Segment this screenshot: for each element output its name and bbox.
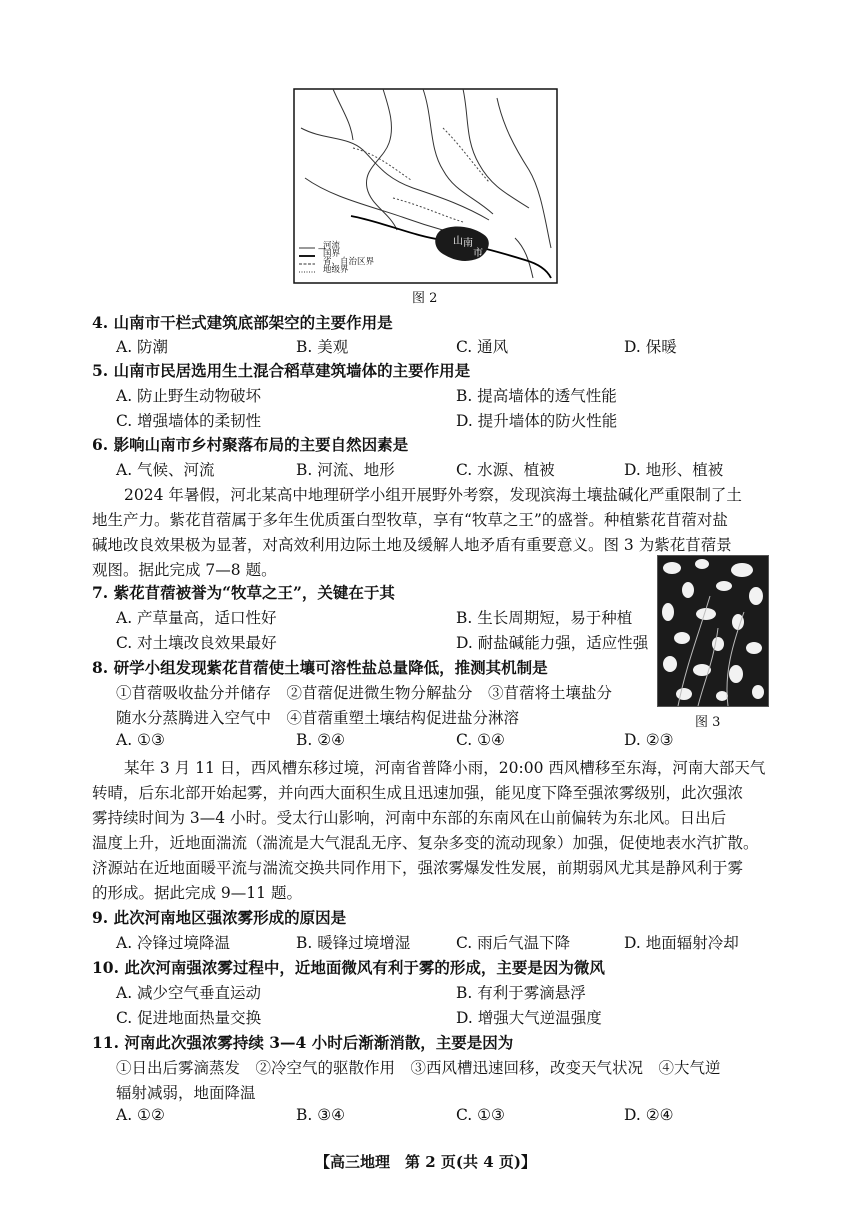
q9-option-d: D. 地面辐射冷却: [624, 934, 739, 952]
q5-stem: 5. 山南市民居选用生土混合稻草建筑墙体的主要作用是: [92, 361, 471, 380]
q11-option-d: D. ②④: [624, 1106, 674, 1124]
passage-9-11-line-6: 的形成。据此完成 9—11 题。: [92, 884, 302, 902]
legend-item-prefecture-border: 地级界: [323, 265, 349, 275]
q8-option-a: A. ①③: [116, 731, 165, 749]
q10-option-b: B. 有利于雾滴悬浮: [456, 984, 586, 1002]
figure-3-alfalfa-photo: [657, 555, 769, 707]
q11-option-c: C. ①③: [456, 1106, 505, 1124]
passage-7-8-line-4: 观图。据此完成 7—8 题。: [92, 561, 277, 579]
q9-option-a: A. 冷锋过境降温: [116, 934, 231, 952]
q4-option-a: A. 防潮: [116, 338, 169, 356]
q11-statements-line-2: 辐射减弱，地面降温: [116, 1084, 256, 1102]
q4-option-d: D. 保暖: [624, 338, 677, 356]
q11-statements-line-1: ①日出后雾滴蒸发 ②冷空气的驱散作用 ③西风槽迅速回移，改变天气状况 ④大气逆: [116, 1059, 721, 1077]
q9-option-b: B. 暖锋过境增湿: [296, 934, 411, 952]
q6-option-d: D. 地形、植被: [624, 461, 724, 479]
q5-option-d: D. 提升墙体的防火性能: [456, 412, 618, 430]
passage-7-8-line-2: 地生产力。紫花苜蓿属于多年生优质蛋白型牧草，享有“牧草之王”的盛誉。种植紫花苜蓿对盐: [92, 511, 728, 529]
q4-option-c: C. 通风: [456, 338, 509, 356]
q10-option-a: A. 减少空气垂直运动: [116, 984, 262, 1002]
map-city-label-3: 市: [473, 248, 483, 259]
passage-9-11-line-1: 某年 3 月 11 日，西风槽东移过境，河南省普降小雨，20:00 西风槽移至东海，河南大部天气: [124, 759, 766, 777]
q4-stem: 4. 山南市干栏式建筑底部架空的主要作用是: [92, 313, 393, 332]
q6-stem: 6. 影响山南市乡村聚落布局的主要自然因素是: [92, 435, 409, 454]
q5-option-a: A. 防止野生动物破坏: [116, 387, 262, 405]
figure-2-map: [293, 88, 558, 284]
passage-9-11-line-5: 济源站在近地面暖平流与湍流交换共同作用下，强浓雾爆发性发展，前期弱风尤其是静风利于雾: [92, 859, 744, 877]
q11-stem: 11. 河南此次强浓雾持续 3—4 小时后渐渐消散，主要是因为: [92, 1033, 514, 1052]
map-city-label-2: 南: [463, 238, 473, 249]
q8-option-b: B. ②④: [296, 731, 346, 749]
q6-option-c: C. 水源、植被: [456, 461, 555, 479]
q8-stem: 8. 研学小组发现紫花苜蓿使土壤可溶性盐总量降低，推测其机制是: [92, 658, 548, 677]
alfalfa-image: [658, 556, 768, 706]
passage-7-8-line-1: 2024 年暑假，河北某高中地理研学小组开展野外考察，发现滨海土壤盐碱化严重限制了土: [124, 486, 742, 504]
q8-option-d: D. ②③: [624, 731, 674, 749]
q9-option-c: C. 雨后气温下降: [456, 934, 571, 952]
map-city-label-1: 山: [453, 236, 463, 247]
q10-option-c: C. 促进地面热量交换: [116, 1009, 262, 1027]
figure-2-caption: 图 2: [412, 291, 438, 306]
q11-option-a: A. ①②: [116, 1106, 165, 1124]
q7-stem: 7. 紫花苜蓿被誉为“牧草之王”，关键在于其: [92, 583, 395, 602]
q4-option-b: B. 美观: [296, 338, 349, 356]
q7-option-a: A. 产草量高，适口性好: [116, 609, 277, 627]
q9-stem: 9. 此次河南地区强浓雾形成的原因是: [92, 908, 347, 927]
legend-item-national-border: 国界: [323, 249, 341, 259]
q6-option-a: A. 气候、河流: [116, 461, 215, 479]
q5-option-b: B. 提高墙体的透气性能: [456, 387, 617, 405]
figure-3-caption: 图 3: [695, 715, 721, 730]
q11-option-b: B. ③④: [296, 1106, 346, 1124]
q5-option-c: C. 增强墙体的柔韧性: [116, 412, 262, 430]
q8-statements-line-1: ①苜蓿吸收盐分并储存 ②苜蓿促进微生物分解盐分 ③苜蓿将土壤盐分: [116, 684, 613, 702]
passage-9-11-line-2: 转晴，后东北部开始起雾，并向西大面积生成且迅速加强，能见度下降至强浓雾级别，此次强浓: [92, 784, 744, 802]
q7-option-b: B. 生长周期短，易于种植: [456, 609, 633, 627]
page-footer: 【高三地理 第 2 页(共 4 页)】: [315, 1153, 536, 1171]
q10-stem: 10. 此次河南强浓雾过程中，近地面微风有利于雾的形成，主要是因为微风: [92, 958, 605, 977]
legend-item-province-border: 省、自治区界: [323, 257, 375, 267]
q6-option-b: B. 河流、地形: [296, 461, 395, 479]
legend-river: —: [318, 244, 327, 254]
legend-item-river: 河流: [323, 241, 341, 251]
q8-option-c: C. ①④: [456, 731, 505, 749]
passage-9-11-line-4: 温度上升，近地面湍流（湍流是大气混乱无序、复杂多变的流动现象）加强，促使地表水汽扩散。: [92, 834, 759, 852]
q8-statements-line-2: 随水分蒸腾进入空气中 ④苜蓿重塑土壤结构促进盐分淋溶: [116, 709, 520, 727]
passage-9-11-line-3: 雾持续时间为 3—4 小时。受太行山影响，河南中东部的东南风在山前偏转为东北风。日出后: [92, 809, 727, 827]
q10-option-d: D. 增强大气逆温强度: [456, 1009, 602, 1027]
map-legend-text: [323, 242, 374, 274]
q7-option-d: D. 耐盐碱能力强，适应性强: [456, 634, 649, 652]
q7-option-c: C. 对土壤改良效果最好: [116, 634, 277, 652]
passage-7-8-line-3: 碱地改良效果极为显著，对高效利用边际土地及缓解人地矛盾有重要意义。图 3 为紫花苜蓿景: [92, 536, 732, 554]
